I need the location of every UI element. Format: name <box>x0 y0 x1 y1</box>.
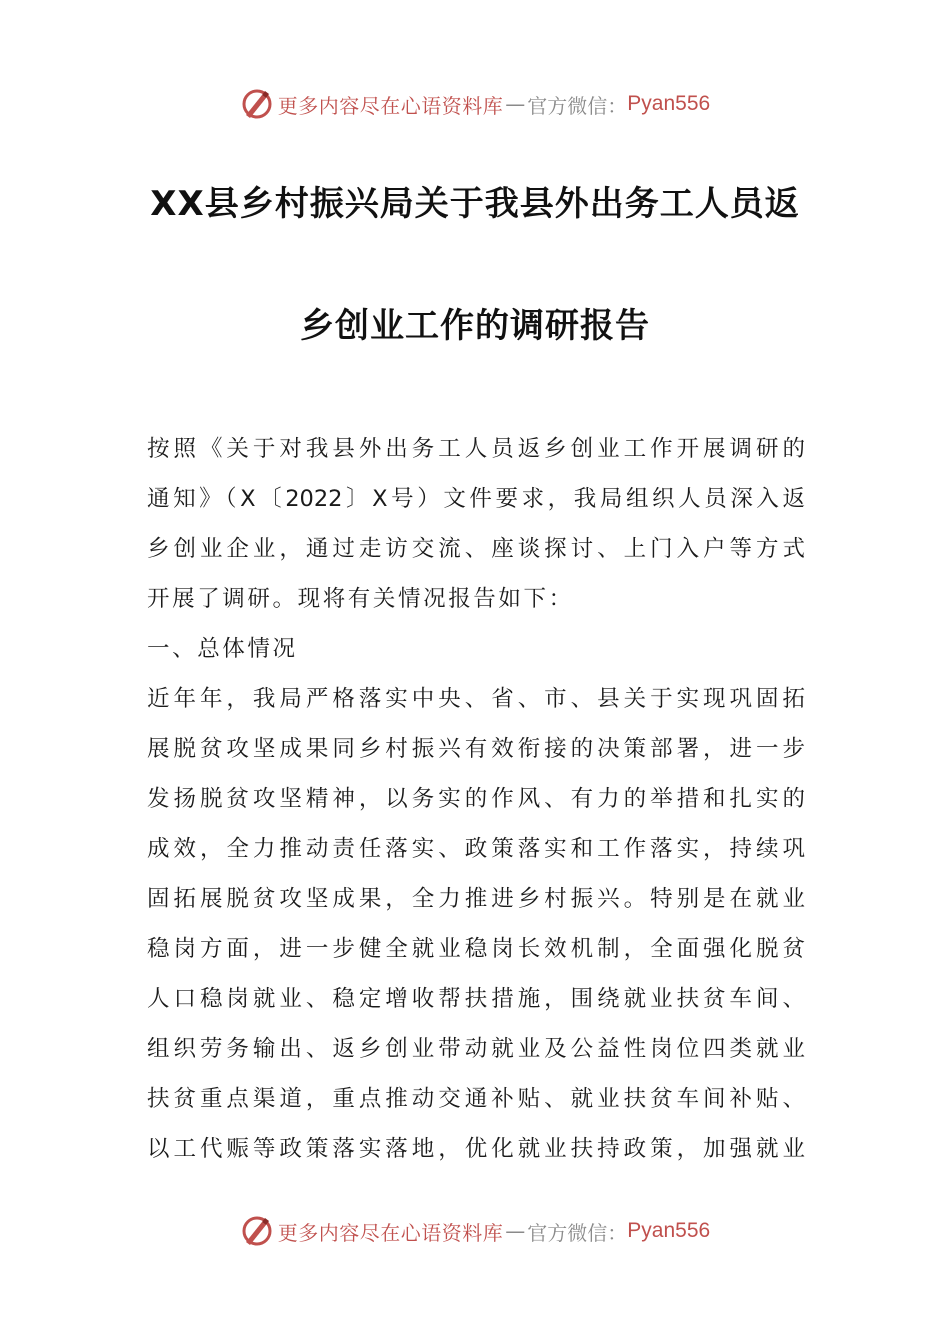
section-heading: 一、总体情况 <box>147 636 298 662</box>
document-body <box>147 430 805 1180</box>
body-line: 发扬脱贫攻坚精神，以务实的作风、有力的举措和扎实的 <box>147 786 805 812</box>
body-line: 人口稳岗就业、稳定增收帮扶措施，围绕就业扶贫车间、 <box>147 986 805 1012</box>
body-line: 固拓展脱贫攻坚成果，全力推进乡村振兴。特别是在就业 <box>147 886 805 912</box>
body-line: 扶贫重点渠道，重点推动交通补贴、就业扶贫车间补贴、 <box>147 1086 805 1112</box>
pen-circle-logo-icon <box>240 87 274 121</box>
body-line: 按照《关于对我县外出务工人员返乡创业工作开展调研的 <box>147 436 805 462</box>
watermark-wechat-label: 官方微信： <box>527 1220 628 1245</box>
watermark-main-text: 更多内容尽在心语资料库 <box>277 93 504 118</box>
header-watermark-banner <box>0 84 950 124</box>
body-line: 以工代赈等政策落实落地，优化就业扶持政策，加强就业 <box>147 1136 805 1162</box>
body-line: 开展了调研。现将有关情况报告如下： <box>147 586 574 612</box>
body-line: 成效，全力推动责任落实、政策落实和工作落实，持续巩 <box>147 836 805 862</box>
footer-watermark-banner <box>0 1211 950 1251</box>
body-line: 通知》（X〔2022〕X号）文件要求，我局组织人员深入返 <box>147 486 805 512</box>
watermark-separator: — <box>505 1219 526 1243</box>
watermark-wechat-id: Pyan556 <box>627 1219 711 1242</box>
document-title-line-2: 乡创业工作的调研报告 <box>300 306 650 346</box>
watermark-wechat-label: 官方微信： <box>527 93 628 118</box>
body-line: 组织劳务输出、返乡创业带动就业及公益性岗位四类就业 <box>147 1036 805 1062</box>
body-line: 展脱贫攻坚成果同乡村振兴有效衔接的决策部署，进一步 <box>147 736 805 762</box>
pen-circle-logo-icon <box>240 1214 274 1248</box>
watermark-main-text: 更多内容尽在心语资料库 <box>277 1220 504 1245</box>
document-title-line-1: XX县乡村振兴局关于我县外出务工人员返 <box>150 184 800 224</box>
watermark-wechat-id: Pyan556 <box>627 92 711 115</box>
body-line: 稳岗方面，进一步健全就业稳岗长效机制，全面强化脱贫 <box>147 936 805 962</box>
body-line: 近年年，我局严格落实中央、省、市、县关于实现巩固拓 <box>147 686 805 712</box>
body-line: 乡创业企业，通过走访交流、座谈探讨、上门入户等方式 <box>147 536 805 562</box>
watermark-separator: — <box>505 92 526 116</box>
